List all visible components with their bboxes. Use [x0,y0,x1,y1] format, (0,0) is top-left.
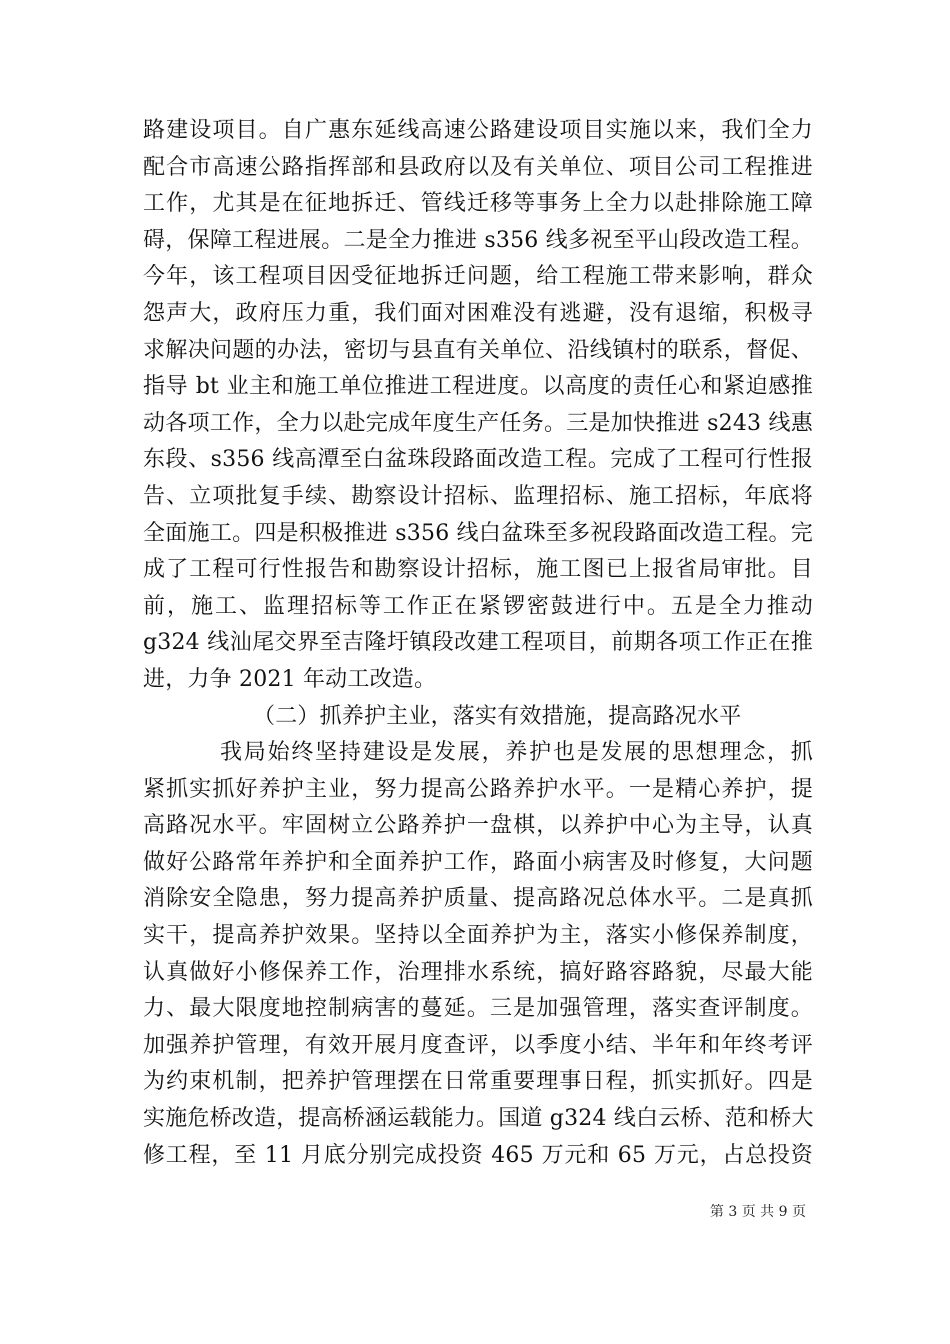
paragraph-line: 全面施工。四是积极推进 s356 线白盆珠至多祝段路面改造工程。完 [143,520,813,546]
paragraph-line: 动各项工作，全力以赴完成年度生产任务。三是加快推进 s243 线惠 [143,410,813,436]
paragraph-line: 前，施工、监理招标等工作正在紧锣密鼓进行中。五是全力推动 [143,593,813,619]
paragraph-line: 成了工程可行性报告和勘察设计招标，施工图已上报省局审批。目 [143,557,813,583]
paragraph-line: 指导 bt 业主和施工单位推进工程进度。以高度的责任心和紧迫感推 [143,374,813,400]
paragraph-line: 工作，尤其是在征地拆迁、管线迁移等事务上全力以赴排除施工障 [143,191,813,217]
paragraph-line: 进，力争 2021 年动工改造。 [143,666,437,692]
paragraph-line: 实施危桥改造，提高桥涵运载能力。国道 g324 线白云桥、范和桥大 [143,1106,814,1132]
section-heading: （二）抓养护主业，落实有效措施，提高路况水平 [253,703,742,729]
paragraph-line: 实干，提高养护效果。坚持以全面养护为主，落实小修保养制度， [143,923,813,949]
paragraph-line: 紧抓实抓好养护主业，努力提高公路养护水平。一是精心养护，提 [143,776,813,802]
paragraph-line: 力、最大限度地控制病害的蔓延。三是加强管理，落实查评制度。 [143,996,813,1022]
paragraph-line: 求解决问题的办法，密切与县直有关单位、沿线镇村的联系，督促、 [143,337,813,363]
paragraph-line: 今年，该工程项目因受征地拆迁问题，给工程施工带来影响，群众 [143,264,813,290]
paragraph-line: 认真做好小修保养工作，治理排水系统，搞好路容路貌，尽最大能 [143,959,813,985]
paragraph-line: 路建设项目。自广惠东延线高速公路建设项目实施以来，我们全力 [143,118,813,143]
paragraph-line: 我局始终坚持建设是发展，养护也是发展的思想理念，抓 [220,740,813,766]
paragraph-line: 配合市高速公路指挥部和县政府以及有关单位、项目公司工程推进 [143,154,813,180]
paragraph-line: 怨声大，政府压力重，我们面对困难没有逃避，没有退缩，积极寻 [143,300,813,326]
paragraph-line: 做好公路常年养护和全面养护工作，路面小病害及时修复，大问题 [143,849,813,875]
paragraph-line: 为约束机制，把养护管理摆在日常重要理事日程，抓实抓好。四是 [143,1069,813,1095]
paragraph-line: 碍，保障工程进展。二是全力推进 s356 线多祝至平山段改造工程。 [143,227,813,253]
paragraph-line: 东段、s356 线高潭至白盆珠段路面改造工程。完成了工程可行性报 [143,447,813,473]
paragraph-line: g324 线汕尾交界至吉隆圩镇段改建工程项目，前期各项工作正在推 [143,630,813,656]
paragraph-line: 加强养护管理，有效开展月度查评，以季度小结、半年和年终考评 [143,1032,813,1058]
paragraph-line: 高路况水平。牢固树立公路养护一盘棋，以养护中心为主导，认真 [143,813,813,839]
paragraph-line: 告、立项批复手续、勘察设计招标、监理招标、施工招标，年底将 [143,483,813,509]
document-body [143,113,813,1174]
page-number-footer: 第 3 页 共 9 页 [709,1204,806,1220]
paragraph-line: 消除安全隐患，努力提高养护质量、提高路况总体水平。二是真抓 [143,886,813,912]
paragraph-line: 修工程，至 11 月底分别完成投资 465 万元和 65 万元，占总投资 [143,1142,813,1168]
